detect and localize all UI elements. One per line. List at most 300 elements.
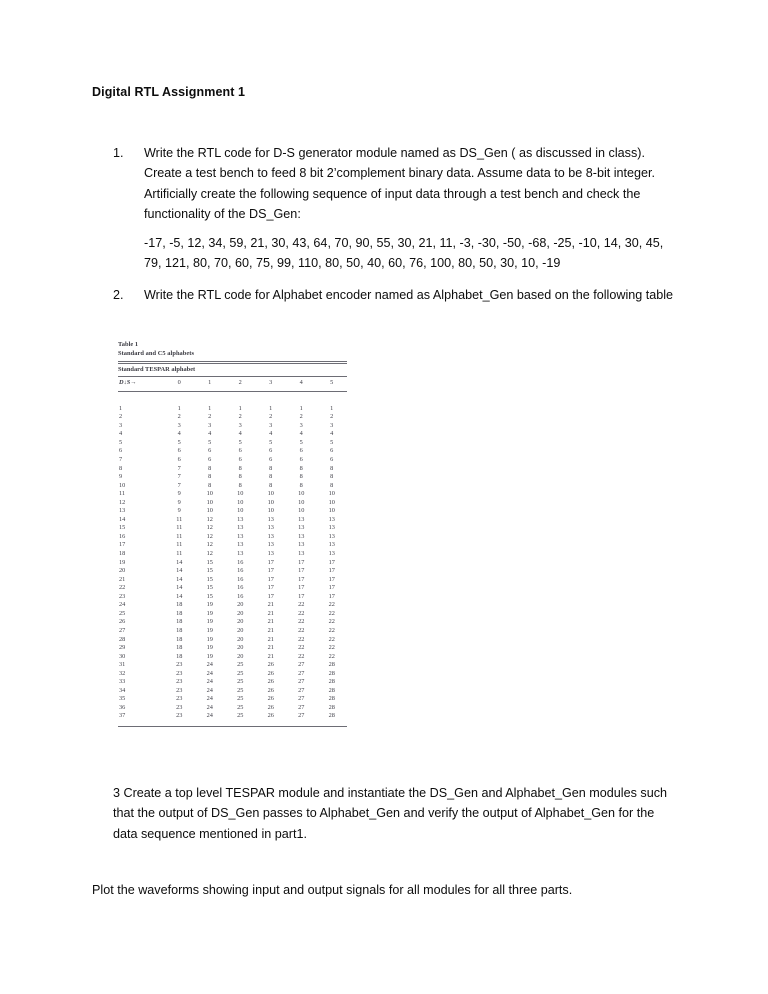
table-cell: 8 bbox=[238, 473, 242, 481]
table-cell: 8 bbox=[269, 473, 273, 481]
table-cell: 14 bbox=[176, 584, 183, 592]
table-row-label: 3 bbox=[119, 421, 123, 429]
table-cell: 22 bbox=[328, 626, 335, 634]
table-cell: 16 bbox=[237, 584, 244, 592]
table-cell: 20 bbox=[237, 635, 244, 643]
table-cell: 27 bbox=[298, 695, 305, 703]
table-row bbox=[118, 550, 347, 559]
table-cell: 18 bbox=[176, 635, 183, 643]
table-row bbox=[118, 413, 347, 422]
table-cell: 3 bbox=[299, 421, 303, 429]
table-cell: 14 bbox=[176, 575, 183, 583]
table-cell: 11 bbox=[176, 550, 183, 558]
table-row-label: 10 bbox=[119, 481, 126, 489]
table-body bbox=[118, 405, 347, 721]
table-row-label: 24 bbox=[119, 601, 126, 609]
table-cell: 10 bbox=[267, 498, 274, 506]
table-cell: 16 bbox=[237, 567, 244, 575]
table-col-header-2: 2 bbox=[238, 379, 242, 387]
table-col-header-5: 5 bbox=[330, 379, 334, 387]
table-cell: 13 bbox=[267, 532, 274, 540]
table-cell: 6 bbox=[238, 447, 242, 455]
table-row-label: 30 bbox=[119, 652, 126, 660]
table-row-label: 33 bbox=[119, 678, 126, 686]
table-row-label: 32 bbox=[119, 669, 126, 677]
table-rule-bottom bbox=[118, 726, 347, 727]
table-row-label: 15 bbox=[119, 524, 126, 532]
table-cell: 22 bbox=[298, 635, 305, 643]
table-section-header: Standard TESPAR alphabet bbox=[118, 365, 196, 373]
table-cell: 11 bbox=[176, 515, 183, 523]
table-cell: 13 bbox=[328, 550, 335, 558]
table-cell: 21 bbox=[267, 644, 274, 652]
table-cell: 13 bbox=[298, 524, 305, 532]
table-cell: 5 bbox=[330, 438, 334, 446]
table-cell: 8 bbox=[208, 464, 212, 472]
table-row bbox=[118, 636, 347, 645]
table-cell: 6 bbox=[177, 447, 181, 455]
table-cell: 10 bbox=[328, 498, 335, 506]
table-cell: 25 bbox=[237, 678, 244, 686]
table-cell: 20 bbox=[237, 652, 244, 660]
table-row bbox=[118, 482, 347, 491]
table-row-label: 37 bbox=[119, 712, 126, 720]
table-cell: 6 bbox=[330, 456, 334, 464]
table-cell: 18 bbox=[176, 626, 183, 634]
table-row bbox=[118, 661, 347, 670]
table-cell: 17 bbox=[328, 558, 335, 566]
table-row bbox=[118, 430, 347, 439]
table-cell: 8 bbox=[330, 473, 334, 481]
table-cell: 27 bbox=[298, 686, 305, 694]
table-row bbox=[118, 601, 347, 610]
table-row-label: 22 bbox=[119, 584, 126, 592]
table-cell: 25 bbox=[237, 669, 244, 677]
table-cell: 10 bbox=[206, 498, 213, 506]
table-cell: 10 bbox=[328, 490, 335, 498]
table-cell: 4 bbox=[299, 430, 303, 438]
table-cell: 23 bbox=[176, 669, 183, 677]
table-cell: 24 bbox=[206, 695, 213, 703]
table-cell: 1 bbox=[299, 404, 303, 412]
table-cell: 9 bbox=[177, 490, 181, 498]
table-cell: 21 bbox=[267, 626, 274, 634]
task-item-1 bbox=[113, 143, 683, 224]
table-cell: 4 bbox=[177, 430, 181, 438]
table-row bbox=[118, 541, 347, 550]
table-cell: 19 bbox=[206, 644, 213, 652]
task-1-text: Write the RTL code for D-S generator module named as DS_Gen ( as discussed in class). Create a test bench to feed 8 bit 2’complement binary data. Assume data to be 8-bit integer. Artificially create the following sequence of input data through a test bench and check the functionality of the DS_Gen: bbox=[144, 146, 656, 221]
table-row bbox=[118, 687, 347, 696]
table-row bbox=[118, 704, 347, 713]
table-cell: 18 bbox=[176, 601, 183, 609]
table-cell: 1 bbox=[269, 404, 273, 412]
table-cell: 13 bbox=[328, 524, 335, 532]
table-cell: 23 bbox=[176, 661, 183, 669]
table-cell: 26 bbox=[267, 703, 274, 711]
table-cell: 12 bbox=[206, 515, 213, 523]
table-row-label: 9 bbox=[119, 473, 123, 481]
table-cell: 24 bbox=[206, 669, 213, 677]
table-row bbox=[118, 695, 347, 704]
table-cell: 2 bbox=[208, 413, 212, 421]
table-cell: 17 bbox=[298, 575, 305, 583]
table-cell: 8 bbox=[299, 473, 303, 481]
table-cell: 17 bbox=[328, 584, 335, 592]
table-cell: 7 bbox=[177, 481, 181, 489]
table-cell: 6 bbox=[299, 447, 303, 455]
table-cell: 13 bbox=[267, 515, 274, 523]
table-cell: 25 bbox=[237, 703, 244, 711]
table-cell: 10 bbox=[298, 490, 305, 498]
table-row-label: 11 bbox=[119, 490, 126, 498]
table-row-label: 2 bbox=[119, 413, 123, 421]
table-cell: 6 bbox=[177, 456, 181, 464]
table-cell: 20 bbox=[237, 618, 244, 626]
table-cell: 23 bbox=[176, 712, 183, 720]
table-cell: 19 bbox=[206, 635, 213, 643]
table-row-label: 12 bbox=[119, 498, 126, 506]
table-cell: 3 bbox=[208, 421, 212, 429]
table-cell: 28 bbox=[328, 661, 335, 669]
table-cell: 10 bbox=[206, 490, 213, 498]
table-cell: 9 bbox=[177, 507, 181, 515]
table-cell: 3 bbox=[238, 421, 242, 429]
table-cell: 17 bbox=[298, 558, 305, 566]
table-cell: 21 bbox=[267, 609, 274, 617]
table-cell: 13 bbox=[298, 550, 305, 558]
table-cell: 20 bbox=[237, 644, 244, 652]
table-cell: 17 bbox=[267, 575, 274, 583]
table-row-label: 8 bbox=[119, 464, 123, 472]
table-cell: 10 bbox=[267, 507, 274, 515]
table-cell: 4 bbox=[330, 430, 334, 438]
table-head bbox=[118, 377, 347, 391]
table-cell: 20 bbox=[237, 626, 244, 634]
table-cell: 27 bbox=[298, 678, 305, 686]
table-cell: 17 bbox=[298, 592, 305, 600]
table-cell: 1 bbox=[177, 404, 181, 412]
table-row-label: 14 bbox=[119, 515, 126, 523]
table-cell: 22 bbox=[298, 626, 305, 634]
table-cell: 26 bbox=[267, 712, 274, 720]
table-row bbox=[118, 644, 347, 653]
table-row-label: 17 bbox=[119, 541, 126, 549]
table-cell: 13 bbox=[267, 541, 274, 549]
table-row bbox=[118, 584, 347, 593]
table-cell: 5 bbox=[238, 438, 242, 446]
table-cell: 11 bbox=[176, 524, 183, 532]
table-cell: 17 bbox=[328, 592, 335, 600]
table-cell: 14 bbox=[176, 558, 183, 566]
table-corner-header: D↓S→ bbox=[119, 379, 137, 387]
table-row-label: 20 bbox=[119, 567, 126, 575]
table-cell: 6 bbox=[330, 447, 334, 455]
alphabet-table-body-wrapper bbox=[118, 405, 347, 721]
table-cell: 6 bbox=[269, 447, 273, 455]
table-cell: 6 bbox=[238, 456, 242, 464]
table-cell: 28 bbox=[328, 703, 335, 711]
table-cell: 18 bbox=[176, 644, 183, 652]
table-cell: 22 bbox=[298, 601, 305, 609]
table-cell: 19 bbox=[206, 609, 213, 617]
table-cell: 2 bbox=[299, 413, 303, 421]
table-row bbox=[118, 524, 347, 533]
table-row-label: 16 bbox=[119, 532, 126, 540]
table-cell: 9 bbox=[177, 498, 181, 506]
table-cell: 3 bbox=[330, 421, 334, 429]
table-row bbox=[118, 670, 347, 679]
table-cell: 17 bbox=[267, 592, 274, 600]
table-cell: 25 bbox=[237, 712, 244, 720]
table-cell: 27 bbox=[298, 703, 305, 711]
table-cell: 22 bbox=[298, 609, 305, 617]
table-col-header-1: 1 bbox=[208, 379, 212, 387]
table-cell: 15 bbox=[206, 575, 213, 583]
table-cell: 23 bbox=[176, 678, 183, 686]
table-cell: 22 bbox=[328, 609, 335, 617]
table-row bbox=[118, 576, 347, 585]
table-cell: 10 bbox=[206, 507, 213, 515]
table-cell: 7 bbox=[177, 473, 181, 481]
table-row-label: 21 bbox=[119, 575, 126, 583]
table-row-label: 5 bbox=[119, 438, 123, 446]
table-row-label: 26 bbox=[119, 618, 126, 626]
table-cell: 5 bbox=[269, 438, 273, 446]
table-cell: 28 bbox=[328, 712, 335, 720]
table-cell: 2 bbox=[177, 413, 181, 421]
table-cell: 8 bbox=[330, 464, 334, 472]
task-2-marker: 2. bbox=[113, 287, 124, 302]
table-cell: 26 bbox=[267, 669, 274, 677]
table-cell: 8 bbox=[238, 481, 242, 489]
table-cell: 15 bbox=[206, 584, 213, 592]
table-cell: 19 bbox=[206, 626, 213, 634]
table-cell: 22 bbox=[328, 618, 335, 626]
table-cell: 13 bbox=[237, 515, 244, 523]
table-col-header-3: 3 bbox=[269, 379, 273, 387]
table-cell: 22 bbox=[328, 635, 335, 643]
table-row-label: 4 bbox=[119, 430, 123, 438]
table-cell: 1 bbox=[330, 404, 334, 412]
table-cell: 13 bbox=[328, 541, 335, 549]
table-row bbox=[118, 712, 347, 721]
table-cell: 28 bbox=[328, 695, 335, 703]
table-row bbox=[118, 516, 347, 525]
table-row bbox=[118, 422, 347, 431]
table-cell: 15 bbox=[206, 558, 213, 566]
table-cell: 10 bbox=[237, 498, 244, 506]
table-row-label: 35 bbox=[119, 695, 126, 703]
table-cell: 13 bbox=[298, 515, 305, 523]
table-cell: 12 bbox=[206, 541, 213, 549]
table-cell: 8 bbox=[299, 481, 303, 489]
table-row-label: 18 bbox=[119, 550, 126, 558]
table-cell: 6 bbox=[269, 456, 273, 464]
table-row bbox=[118, 507, 347, 516]
table-cell: 24 bbox=[206, 661, 213, 669]
table-row-label: 28 bbox=[119, 635, 126, 643]
table-cell: 3 bbox=[177, 421, 181, 429]
table-cell: 23 bbox=[176, 695, 183, 703]
table-cell: 13 bbox=[298, 541, 305, 549]
table-cell: 20 bbox=[237, 609, 244, 617]
table-row-label: 6 bbox=[119, 447, 123, 455]
table-cell: 13 bbox=[237, 541, 244, 549]
table-cell: 10 bbox=[237, 507, 244, 515]
table-cell: 8 bbox=[330, 481, 334, 489]
table-cell: 10 bbox=[267, 490, 274, 498]
table-cell: 12 bbox=[206, 524, 213, 532]
table-row bbox=[118, 439, 347, 448]
table-cell: 27 bbox=[298, 661, 305, 669]
table-cell: 25 bbox=[237, 661, 244, 669]
table-row bbox=[118, 618, 347, 627]
page-title: Digital RTL Assignment 1 bbox=[92, 85, 246, 99]
table-row bbox=[118, 405, 347, 414]
table-cell: 8 bbox=[299, 464, 303, 472]
table-cell: 21 bbox=[267, 635, 274, 643]
table-cell: 26 bbox=[267, 695, 274, 703]
table-cell: 26 bbox=[267, 678, 274, 686]
table-cell: 8 bbox=[269, 464, 273, 472]
table-cell: 23 bbox=[176, 686, 183, 694]
task-2-text: Write the RTL code for Alphabet encoder named as Alphabet_Gen based on the following table bbox=[144, 287, 674, 302]
table-cell: 17 bbox=[267, 584, 274, 592]
table-cell: 15 bbox=[206, 567, 213, 575]
table-cell: 13 bbox=[267, 550, 274, 558]
table-cell: 6 bbox=[208, 456, 212, 464]
table-cell: 8 bbox=[208, 473, 212, 481]
table-row bbox=[118, 593, 347, 602]
table-cell: 13 bbox=[237, 524, 244, 532]
table-cell: 16 bbox=[237, 592, 244, 600]
table-cell: 15 bbox=[206, 592, 213, 600]
table-row-label: 29 bbox=[119, 644, 126, 652]
table-cell: 22 bbox=[328, 652, 335, 660]
table-cell: 25 bbox=[237, 686, 244, 694]
table-col-header-0: 0 bbox=[177, 379, 181, 387]
table-cell: 4 bbox=[208, 430, 212, 438]
alphabet-table bbox=[118, 377, 347, 391]
table-cell: 13 bbox=[267, 524, 274, 532]
table-row-label: 25 bbox=[119, 609, 126, 617]
table-row-label: 27 bbox=[119, 626, 126, 634]
table-cell: 1 bbox=[238, 404, 242, 412]
table-cell: 12 bbox=[206, 532, 213, 540]
table-cell: 25 bbox=[237, 695, 244, 703]
table-row bbox=[118, 490, 347, 499]
table-col-header-4: 4 bbox=[299, 379, 303, 387]
table-caption-text: Standard and C5 alphabets bbox=[118, 349, 195, 357]
table-cell: 5 bbox=[177, 438, 181, 446]
table-cell: 28 bbox=[328, 686, 335, 694]
table-cell: 2 bbox=[269, 413, 273, 421]
table-row bbox=[118, 456, 347, 465]
table-row-label: 34 bbox=[119, 686, 126, 694]
table-row-label: 31 bbox=[119, 661, 126, 669]
table-cell: 24 bbox=[206, 678, 213, 686]
table-row bbox=[118, 473, 347, 482]
table-cell: 6 bbox=[208, 447, 212, 455]
table-cell: 6 bbox=[299, 456, 303, 464]
table-row-label: 13 bbox=[119, 507, 126, 515]
table-cell: 13 bbox=[328, 515, 335, 523]
table-cell: 10 bbox=[237, 490, 244, 498]
task-list bbox=[113, 143, 683, 310]
table-cell: 13 bbox=[298, 532, 305, 540]
table-cell: 12 bbox=[206, 550, 213, 558]
table-cell: 17 bbox=[298, 567, 305, 575]
table-cell: 17 bbox=[267, 558, 274, 566]
table-row bbox=[118, 567, 347, 576]
table-row bbox=[118, 627, 347, 636]
table-row bbox=[118, 678, 347, 687]
table-cell: 24 bbox=[206, 686, 213, 694]
table-header-gap bbox=[118, 392, 347, 405]
table-cell: 17 bbox=[298, 584, 305, 592]
table-row-label: 1 bbox=[119, 404, 123, 412]
table-row-label: 19 bbox=[119, 558, 126, 566]
table-cell: 22 bbox=[298, 618, 305, 626]
table-cell: 18 bbox=[176, 652, 183, 660]
table-cell: 8 bbox=[208, 481, 212, 489]
table-cell: 14 bbox=[176, 567, 183, 575]
table-cell: 22 bbox=[298, 644, 305, 652]
table-cell: 11 bbox=[176, 532, 183, 540]
table-cell: 28 bbox=[328, 669, 335, 677]
table-cell: 13 bbox=[237, 550, 244, 558]
task-item-2 bbox=[113, 285, 683, 305]
table-cell: 22 bbox=[328, 601, 335, 609]
data-sequence: -17, -5, 12, 34, 59, 21, 30, 43, 64, 70, 90, 55, 30, 21, 11, -3, -30, -50, -68, -25, -10, 14, 30, 45, 79, 121, 80, 70, 60, 75, 99, 110, 80, 50, 40, 60, 76, 100, 80, 50, 30, 10, -19 bbox=[144, 236, 664, 271]
alphabet-table-figure bbox=[118, 341, 347, 727]
table-cell: 13 bbox=[328, 532, 335, 540]
task-three-paragraph: 3 Create a top level TESPAR module and instantiate the DS_Gen and Alphabet_Gen modules such that the output of DS_Gen passes to Alphabet_Gen and verify the output of Alphabet_Gen for the data sequence mentioned in part1. bbox=[113, 786, 668, 841]
task-1-marker: 1. bbox=[113, 146, 124, 160]
table-cell: 17 bbox=[328, 567, 335, 575]
table-cell: 4 bbox=[269, 430, 273, 438]
table-cell: 4 bbox=[238, 430, 242, 438]
table-cell: 2 bbox=[238, 413, 242, 421]
table-cell: 5 bbox=[208, 438, 212, 446]
table-caption-label: Table 1 bbox=[118, 341, 139, 348]
table-row bbox=[118, 499, 347, 508]
table-cell: 16 bbox=[237, 575, 244, 583]
table-row bbox=[118, 610, 347, 619]
table-cell: 27 bbox=[298, 712, 305, 720]
table-cell: 26 bbox=[267, 661, 274, 669]
table-cell: 3 bbox=[269, 421, 273, 429]
table-cell: 26 bbox=[267, 686, 274, 694]
table-cell: 19 bbox=[206, 601, 213, 609]
table-cell: 21 bbox=[267, 652, 274, 660]
table-row bbox=[118, 447, 347, 456]
table-cell: 10 bbox=[298, 507, 305, 515]
table-cell: 11 bbox=[176, 541, 183, 549]
table-cell: 10 bbox=[298, 498, 305, 506]
table-cell: 27 bbox=[298, 669, 305, 677]
table-cell: 28 bbox=[328, 678, 335, 686]
table-cell: 16 bbox=[237, 558, 244, 566]
table-cell: 24 bbox=[206, 712, 213, 720]
table-cell: 1 bbox=[208, 404, 212, 412]
table-cell: 8 bbox=[238, 464, 242, 472]
table-header-row bbox=[118, 377, 347, 391]
table-cell: 19 bbox=[206, 652, 213, 660]
table-cell: 23 bbox=[176, 703, 183, 711]
table-cell: 21 bbox=[267, 601, 274, 609]
